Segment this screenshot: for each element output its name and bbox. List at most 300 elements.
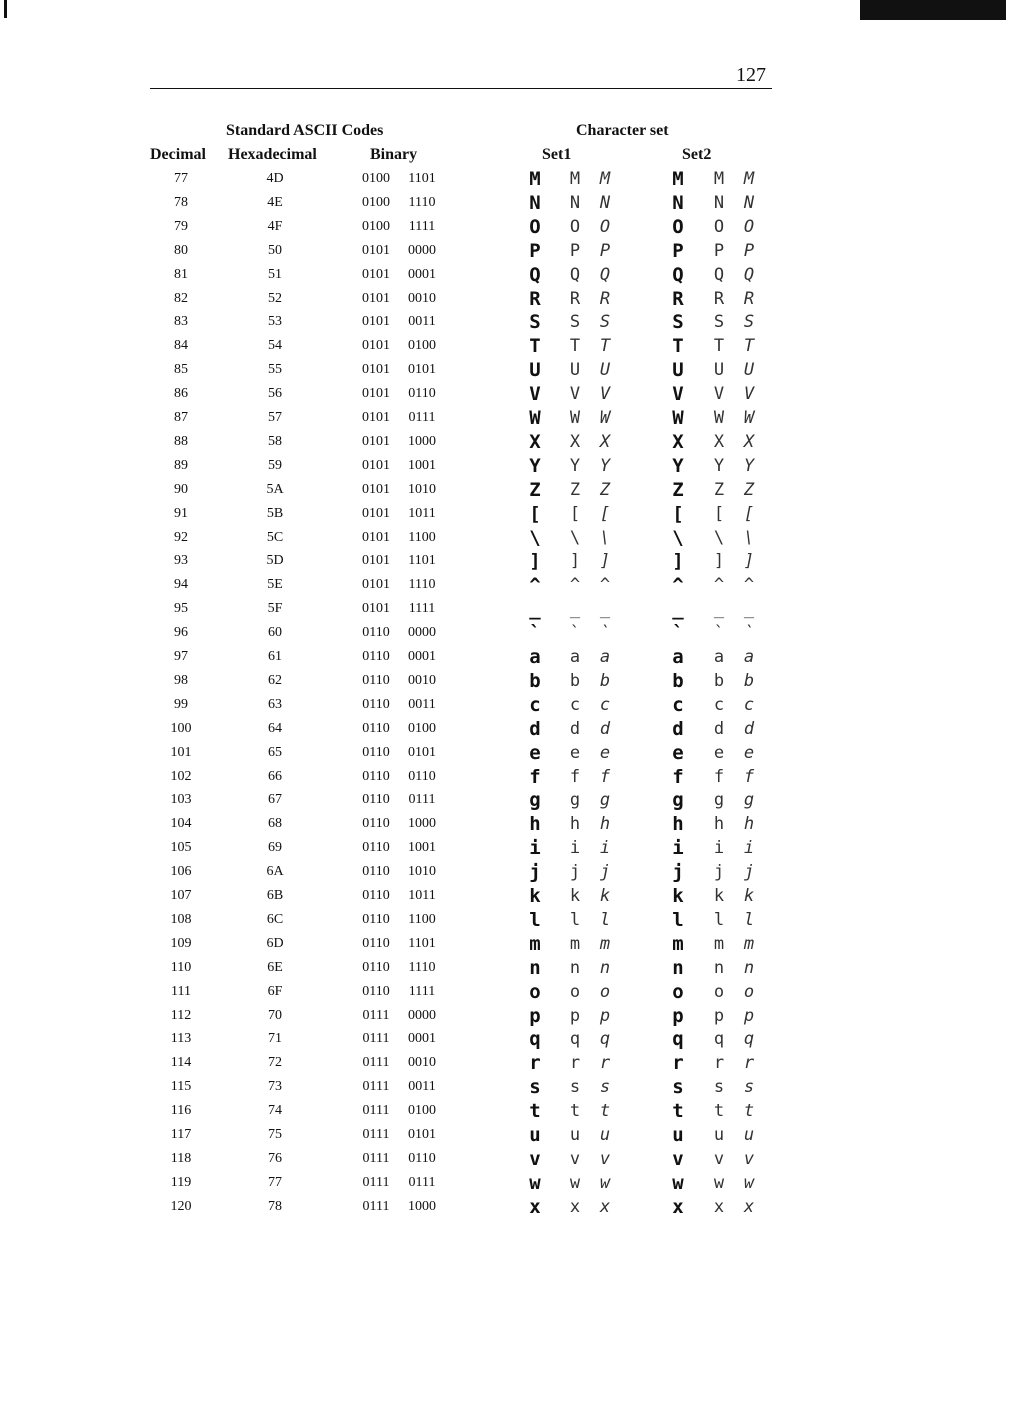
set1-italic-glyph: t	[599, 1101, 611, 1122]
set2-normal-glyph: Z	[672, 478, 684, 501]
hex-cell: 51	[268, 266, 282, 282]
binary-low-cell: 1100	[408, 529, 436, 545]
binary-low-cell: 0111	[408, 1174, 436, 1190]
set2-column-header: Set2	[682, 146, 712, 163]
decimal-cell: 92	[174, 529, 188, 545]
set1-dotmatrix-glyph: p	[569, 1005, 581, 1026]
binary-high-cell: 0101	[362, 553, 390, 569]
set2-normal-glyph: [	[672, 502, 684, 525]
set1-normal-glyph: _	[529, 598, 541, 621]
hex-cell: 75	[268, 1127, 282, 1142]
hex-cell: 6D	[266, 935, 284, 951]
table-row	[0, 741, 1010, 769]
set2-italic-glyph: l	[743, 909, 755, 930]
decimal-cell: 105	[170, 840, 192, 856]
binary-low-cell: 1111	[408, 218, 436, 234]
set2-normal-glyph: k	[672, 885, 684, 907]
set1-italic-glyph: O	[599, 216, 611, 237]
set1-italic-glyph: \	[599, 527, 611, 548]
decimal-cell: 96	[174, 625, 188, 641]
set2-dotmatrix-glyph: p	[713, 1005, 725, 1026]
set2-normal-glyph: S	[672, 311, 684, 334]
set1-normal-glyph: p	[529, 1004, 541, 1027]
decimal-cell: 84	[174, 338, 188, 354]
set2-italic-glyph: v	[743, 1148, 755, 1169]
set2-dotmatrix-glyph: g	[713, 790, 725, 811]
binary-high-cell: 0101	[362, 242, 390, 258]
set2-dotmatrix-glyph: w	[713, 1172, 725, 1193]
table-row	[0, 861, 1010, 888]
set1-italic-glyph: q	[599, 1029, 611, 1050]
hex-cell: 5E	[267, 577, 283, 593]
binary-high-cell: 0110	[362, 768, 390, 784]
set1-normal-glyph: ^	[529, 574, 541, 597]
set1-dotmatrix-glyph: m	[569, 933, 581, 954]
set1-dotmatrix-glyph: c	[569, 694, 581, 715]
hex-cell: 58	[268, 433, 282, 449]
set1-italic-glyph: u	[599, 1125, 611, 1145]
set2-normal-glyph: `	[672, 622, 684, 645]
set1-italic-glyph: o	[599, 981, 611, 1002]
binary-low-cell: 1000	[408, 1198, 436, 1214]
hex-cell: 65	[268, 744, 282, 760]
hexadecimal-column-header: Hexadecimal	[228, 146, 317, 163]
hex-cell: 63	[268, 696, 282, 712]
binary-high-cell: 0100	[362, 171, 390, 186]
binary-high-cell: 0101	[362, 505, 390, 521]
decimal-cell: 99	[174, 696, 188, 712]
set1-dotmatrix-glyph: j	[569, 862, 581, 883]
decimal-cell: 91	[174, 505, 188, 521]
binary-high-cell: 0110	[362, 816, 390, 832]
set2-dotmatrix-glyph: `	[713, 623, 725, 644]
hex-cell: 5D	[266, 553, 284, 569]
hex-cell: 54	[268, 338, 282, 354]
set1-normal-glyph: R	[529, 287, 541, 310]
set1-italic-glyph: g	[599, 790, 611, 811]
set2-italic-glyph: n	[743, 957, 755, 978]
set2-italic-glyph: [	[743, 503, 755, 524]
set2-dotmatrix-glyph: _	[713, 599, 725, 620]
set1-dotmatrix-glyph: M	[569, 169, 581, 189]
set2-italic-glyph: k	[743, 886, 755, 906]
set2-dotmatrix-glyph: x	[713, 1196, 725, 1217]
set2-dotmatrix-glyph: f	[713, 766, 725, 787]
set1-normal-glyph: Y	[529, 454, 541, 477]
set1-dotmatrix-glyph: l	[569, 909, 581, 930]
set2-dotmatrix-glyph: Q	[713, 264, 725, 285]
set2-italic-glyph: N	[743, 192, 755, 213]
set1-italic-glyph: N	[599, 192, 611, 213]
hex-cell: 69	[268, 840, 282, 856]
set2-dotmatrix-glyph: Z	[713, 479, 725, 500]
set1-normal-glyph: O	[529, 215, 541, 238]
set1-normal-glyph: s	[529, 1076, 541, 1099]
set2-normal-glyph: X	[672, 430, 684, 453]
set2-italic-glyph: P	[743, 240, 755, 261]
set1-dotmatrix-glyph: d	[569, 718, 581, 739]
set2-dotmatrix-glyph: m	[713, 933, 725, 954]
table-row	[0, 1124, 1010, 1151]
set2-normal-glyph: g	[672, 789, 684, 812]
set2-normal-glyph: P	[672, 239, 684, 262]
decimal-cell: 102	[170, 768, 192, 784]
set2-italic-glyph: s	[743, 1077, 755, 1098]
set2-normal-glyph: s	[672, 1076, 684, 1099]
binary-low-cell: 1001	[408, 457, 436, 473]
hex-cell: 68	[268, 816, 282, 832]
set2-italic-glyph: W	[743, 408, 755, 428]
decimal-cell: 93	[174, 553, 188, 569]
set1-normal-glyph: t	[529, 1100, 541, 1123]
set1-normal-glyph: [	[529, 502, 541, 525]
hex-cell: 71	[268, 1031, 282, 1047]
set2-normal-glyph: V	[672, 383, 684, 406]
set2-dotmatrix-glyph: P	[713, 240, 725, 261]
set1-dotmatrix-glyph: P	[569, 240, 581, 261]
hex-cell: 4E	[267, 194, 283, 210]
hex-cell: 67	[268, 792, 282, 808]
table-row	[0, 908, 1010, 936]
set2-dotmatrix-glyph: e	[713, 742, 725, 763]
set1-italic-glyph: k	[599, 886, 611, 906]
set2-dotmatrix-glyph: r	[713, 1053, 725, 1074]
set1-normal-glyph: f	[529, 765, 541, 788]
set1-dotmatrix-glyph: s	[569, 1077, 581, 1098]
decimal-cell: 115	[170, 1079, 192, 1095]
set2-normal-glyph: \	[672, 526, 684, 549]
decimal-cell: 81	[174, 266, 188, 282]
set1-dotmatrix-glyph: R	[569, 288, 581, 309]
character-set-heading: Character set	[576, 122, 669, 139]
set2-normal-glyph: f	[672, 765, 684, 788]
set1-italic-glyph: T	[599, 336, 611, 357]
set2-dotmatrix-glyph: R	[713, 288, 725, 309]
binary-high-cell: 0111	[362, 1174, 390, 1190]
binary-low-cell: 1111	[408, 983, 436, 999]
set1-normal-glyph: M	[529, 168, 541, 190]
binary-low-cell: 0010	[408, 1055, 436, 1071]
binary-low-cell: 1001	[408, 840, 436, 856]
set1-italic-glyph: l	[599, 909, 611, 930]
binary-low-cell: 1011	[408, 888, 436, 903]
binary-high-cell: 0101	[362, 314, 390, 330]
decimal-cell: 85	[174, 362, 188, 378]
set1-italic-glyph: [	[599, 503, 611, 524]
table-row	[0, 430, 1010, 458]
set1-italic-glyph: M	[599, 169, 611, 189]
set2-dotmatrix-glyph: s	[713, 1077, 725, 1098]
decimal-cell: 108	[170, 911, 192, 927]
header-rule	[150, 88, 772, 89]
hex-cell: 5B	[266, 505, 284, 521]
set1-dotmatrix-glyph: \	[569, 527, 581, 548]
set1-normal-glyph: c	[529, 693, 541, 716]
binary-low-cell: 1101	[408, 935, 436, 951]
binary-high-cell: 0110	[362, 864, 390, 880]
set1-italic-glyph: X	[599, 431, 611, 452]
hex-cell: 74	[268, 1103, 282, 1119]
binary-high-cell: 0111	[362, 1150, 390, 1166]
table-row	[0, 383, 1010, 410]
set2-normal-glyph: U	[672, 359, 684, 382]
set1-dotmatrix-glyph: f	[569, 766, 581, 787]
set1-dotmatrix-glyph: h	[569, 814, 581, 835]
binary-low-cell: 0000	[408, 1007, 436, 1023]
hex-cell: 76	[268, 1150, 282, 1166]
binary-high-cell: 0110	[362, 959, 390, 975]
set2-italic-glyph: `	[743, 623, 755, 644]
set2-italic-glyph: u	[743, 1125, 755, 1145]
set1-normal-glyph: a	[529, 646, 541, 668]
set1-italic-glyph: b	[599, 670, 611, 691]
hex-cell: 70	[268, 1007, 282, 1023]
binary-low-cell: 0110	[408, 768, 436, 784]
decimal-cell: 113	[170, 1031, 192, 1047]
table-row	[0, 191, 1010, 219]
table-row	[0, 454, 1010, 482]
decimal-cell: 111	[171, 983, 191, 999]
hex-cell: 60	[268, 625, 282, 641]
set1-normal-glyph: j	[529, 861, 541, 884]
set1-normal-glyph: h	[529, 813, 541, 836]
binary-high-cell: 0110	[362, 792, 390, 808]
binary-low-cell: 0101	[408, 1127, 436, 1142]
set1-dotmatrix-glyph: e	[569, 742, 581, 763]
set2-dotmatrix-glyph: b	[713, 670, 725, 691]
binary-low-cell: 0000	[408, 242, 436, 258]
set1-italic-glyph: c	[599, 694, 611, 715]
set1-normal-glyph: \	[529, 526, 541, 549]
set2-normal-glyph: j	[672, 861, 684, 884]
binary-high-cell: 0101	[362, 433, 390, 449]
set1-normal-glyph: q	[529, 1028, 541, 1051]
binary-high-cell: 0101	[362, 601, 390, 617]
page-number: 127	[736, 64, 766, 86]
decimal-cell: 117	[170, 1127, 192, 1142]
table-row	[0, 1100, 1010, 1127]
set2-normal-glyph: c	[672, 693, 684, 716]
hex-cell: 6E	[267, 959, 283, 975]
decimal-cell: 110	[170, 959, 192, 975]
hex-cell: 78	[268, 1198, 282, 1214]
set2-normal-glyph: Y	[672, 454, 684, 477]
set2-normal-glyph: b	[672, 669, 684, 692]
set1-dotmatrix-glyph: S	[569, 312, 581, 333]
set2-normal-glyph: v	[672, 1147, 684, 1170]
binary-low-cell: 1000	[408, 433, 436, 449]
hex-cell: 50	[268, 242, 282, 258]
binary-high-cell: 0101	[362, 457, 390, 473]
set1-normal-glyph: k	[529, 885, 541, 907]
binary-low-cell: 0001	[408, 649, 436, 664]
binary-high-cell: 0110	[362, 911, 390, 927]
set2-italic-glyph: T	[743, 336, 755, 357]
set2-dotmatrix-glyph: n	[713, 957, 725, 978]
set1-column-header: Set1	[542, 146, 572, 163]
set2-normal-glyph: N	[672, 191, 684, 214]
set1-normal-glyph: o	[529, 980, 541, 1003]
set2-italic-glyph: q	[743, 1029, 755, 1050]
set1-dotmatrix-glyph: V	[569, 384, 581, 405]
set1-normal-glyph: i	[529, 837, 541, 860]
decimal-cell: 101	[170, 744, 192, 760]
set2-italic-glyph: Z	[743, 479, 755, 500]
binary-high-cell: 0110	[362, 720, 390, 736]
binary-low-cell: 1111	[408, 601, 436, 617]
decimal-cell: 98	[174, 672, 188, 688]
set2-normal-glyph: i	[672, 837, 684, 860]
set1-dotmatrix-glyph: `	[569, 623, 581, 644]
binary-high-cell: 0101	[362, 290, 390, 306]
set2-dotmatrix-glyph: X	[713, 431, 725, 452]
hex-cell: 6F	[267, 983, 283, 999]
hex-cell: 56	[268, 386, 282, 402]
set1-normal-glyph: b	[529, 669, 541, 692]
set2-italic-glyph: i	[743, 838, 755, 859]
binary-high-cell: 0110	[362, 888, 390, 903]
set1-italic-glyph: m	[599, 933, 611, 954]
set2-normal-glyph: n	[672, 956, 684, 979]
set1-italic-glyph: Q	[599, 264, 611, 285]
binary-high-cell: 0110	[362, 744, 390, 760]
binary-low-cell: 1000	[408, 816, 436, 832]
set1-dotmatrix-glyph: ]	[569, 551, 581, 572]
set2-italic-glyph: b	[743, 670, 755, 691]
set2-normal-glyph: e	[672, 741, 684, 764]
set2-dotmatrix-glyph: Y	[713, 455, 725, 476]
set1-dotmatrix-glyph: i	[569, 838, 581, 859]
binary-low-cell: 0000	[408, 625, 436, 641]
set2-dotmatrix-glyph: k	[713, 886, 725, 906]
hex-cell: 62	[268, 672, 282, 688]
binary-high-cell: 0111	[362, 1079, 390, 1095]
table-row	[0, 1076, 1010, 1103]
set1-italic-glyph: x	[599, 1196, 611, 1217]
set1-dotmatrix-glyph: b	[569, 670, 581, 691]
table-row	[0, 239, 1010, 267]
set1-italic-glyph: U	[599, 360, 611, 381]
set1-italic-glyph: P	[599, 240, 611, 261]
table-row	[0, 813, 1010, 840]
binary-high-cell: 0101	[362, 577, 390, 593]
set2-normal-glyph: x	[672, 1195, 684, 1218]
hex-cell: 4F	[267, 218, 283, 234]
set1-dotmatrix-glyph: k	[569, 886, 581, 906]
set1-normal-glyph: m	[529, 932, 541, 955]
set1-normal-glyph: N	[529, 191, 541, 214]
binary-low-cell: 0100	[408, 1103, 436, 1119]
set2-dotmatrix-glyph: \	[713, 527, 725, 548]
set1-normal-glyph: e	[529, 741, 541, 764]
set1-dotmatrix-glyph: N	[569, 192, 581, 213]
table-row	[0, 502, 1010, 530]
set1-italic-glyph: Z	[599, 479, 611, 500]
decimal-cell: 118	[170, 1150, 192, 1166]
set1-italic-glyph: ]	[599, 551, 611, 572]
table-row	[0, 359, 1010, 386]
set1-italic-glyph: ^	[599, 575, 611, 596]
set1-italic-glyph: Y	[599, 455, 611, 476]
binary-low-cell: 0010	[408, 290, 436, 306]
set1-italic-glyph: r	[599, 1053, 611, 1074]
set2-normal-glyph: O	[672, 215, 684, 238]
set2-italic-glyph: t	[743, 1101, 755, 1122]
table-row	[0, 526, 1010, 554]
set2-normal-glyph: q	[672, 1028, 684, 1051]
set1-dotmatrix-glyph: X	[569, 431, 581, 452]
hex-cell: 6A	[266, 864, 284, 880]
table-row	[0, 1171, 1010, 1199]
set1-dotmatrix-glyph: a	[569, 647, 581, 667]
hex-cell: 53	[268, 314, 282, 330]
decimal-cell: 78	[174, 194, 188, 210]
set2-dotmatrix-glyph: l	[713, 909, 725, 930]
hex-cell: 72	[268, 1055, 282, 1071]
set1-normal-glyph: T	[529, 335, 541, 358]
binary-high-cell: 0110	[362, 696, 390, 712]
set2-normal-glyph: l	[672, 908, 684, 931]
set2-dotmatrix-glyph: v	[713, 1148, 725, 1169]
decimal-cell: 86	[174, 386, 188, 402]
table-row	[0, 669, 1010, 697]
binary-low-cell: 1100	[408, 911, 436, 927]
set1-dotmatrix-glyph: W	[569, 408, 581, 428]
binary-high-cell: 0111	[362, 1198, 390, 1214]
set2-normal-glyph: t	[672, 1100, 684, 1123]
set1-dotmatrix-glyph: w	[569, 1172, 581, 1193]
set1-normal-glyph: n	[529, 956, 541, 979]
set2-normal-glyph: T	[672, 335, 684, 358]
set1-italic-glyph: h	[599, 814, 611, 835]
binary-low-cell: 0001	[408, 266, 436, 282]
set2-italic-glyph: \	[743, 527, 755, 548]
decimal-cell: 103	[170, 792, 192, 808]
binary-high-cell: 0101	[362, 481, 390, 497]
set2-dotmatrix-glyph: c	[713, 694, 725, 715]
binary-low-cell: 1110	[408, 577, 436, 593]
decimal-cell: 100	[170, 720, 192, 736]
set1-normal-glyph: x	[529, 1195, 541, 1218]
set2-normal-glyph: a	[672, 646, 684, 668]
set2-dotmatrix-glyph: U	[713, 360, 725, 381]
set2-italic-glyph: g	[743, 790, 755, 811]
set1-dotmatrix-glyph: O	[569, 216, 581, 237]
set1-normal-glyph: l	[529, 908, 541, 931]
decimal-cell: 104	[170, 816, 192, 832]
set2-dotmatrix-glyph: q	[713, 1029, 725, 1050]
table-row	[0, 311, 1010, 338]
binary-high-cell: 0100	[362, 194, 390, 210]
set2-italic-glyph: c	[743, 694, 755, 715]
decimal-cell: 87	[174, 410, 188, 425]
table-row	[0, 956, 1010, 984]
set1-dotmatrix-glyph: o	[569, 981, 581, 1002]
table-row	[0, 837, 1010, 864]
set1-italic-glyph: n	[599, 957, 611, 978]
binary-low-cell: 0010	[408, 672, 436, 688]
decimal-cell: 97	[174, 649, 188, 664]
decimal-cell: 77	[174, 171, 188, 186]
table-row	[0, 407, 1010, 434]
binary-low-cell: 0101	[408, 362, 436, 378]
set2-italic-glyph: Q	[743, 264, 755, 285]
set2-normal-glyph: ]	[672, 550, 684, 573]
binary-low-cell: 0011	[408, 1079, 436, 1095]
set2-italic-glyph: h	[743, 814, 755, 835]
set2-dotmatrix-glyph: o	[713, 981, 725, 1002]
set2-italic-glyph: j	[743, 862, 755, 883]
